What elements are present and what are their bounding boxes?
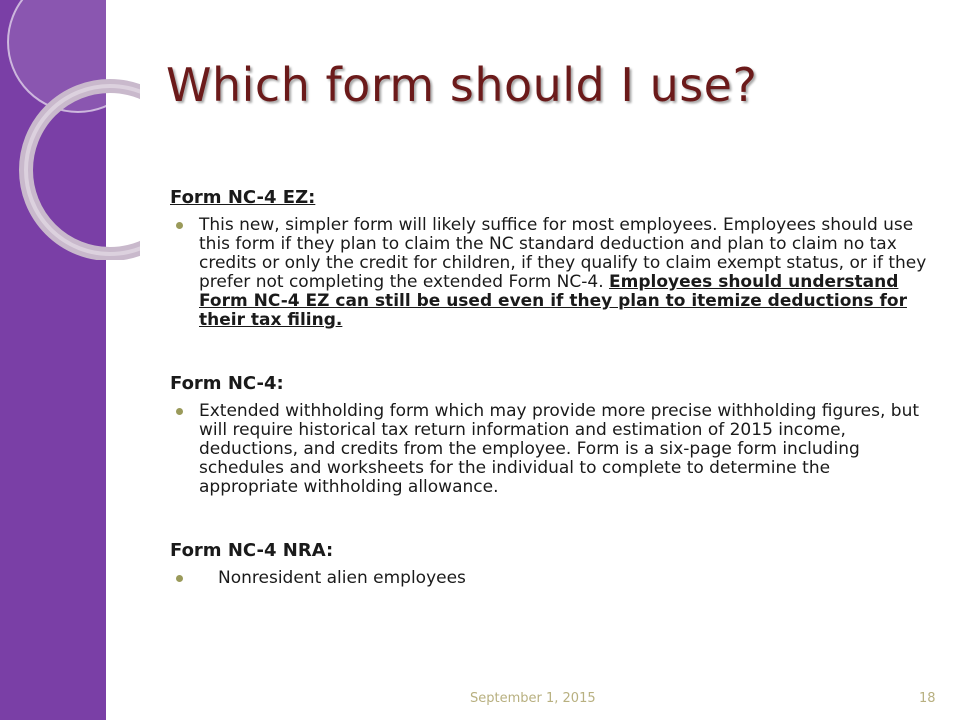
- bullet-dot: [176, 222, 183, 229]
- bullet-nc4: [170, 402, 930, 497]
- bullet-dot: [176, 575, 183, 582]
- bullet-text: This new, simpler form will likely suffice for most employees. Employees should use this form if they plan to claim the NC standard deduction and plan to claim no tax credits or only the credit for children, if they qualify to claim exempt status, or if they prefer not completing the extended Form NC-4.: [199, 215, 927, 292]
- bullet-emphasis-text: Employees should understand Form NC-4 EZ can still be used even if they plan to itemize deductions for their tax filing: [199, 272, 907, 330]
- section-heading-nc4: Form NC-4:: [170, 373, 284, 394]
- decorative-rings: [0, 0, 140, 260]
- footer-date: September 1, 2015: [470, 691, 596, 706]
- bullet-nc4-nra: [170, 569, 930, 588]
- section-heading-nc4-ez: Form NC-4 EZ:: [170, 187, 316, 208]
- slide-content: [170, 187, 930, 588]
- bullet-dot: [176, 408, 183, 415]
- bullet-text: Nonresident alien employees: [218, 568, 466, 588]
- page-number: 18: [919, 691, 936, 706]
- bullet-nc4-ez: [170, 216, 930, 330]
- bullet-text: Extended withholding form which may provide more precise withholding figures, but will require historical tax return information and estimation of 2015 income, deductions, and credits from the employee. Form is a six-page form including schedules and worksheets for the individual to complete to determine the appropriate withholding allowance.: [199, 401, 920, 497]
- slide-title: Which form should I use?: [166, 58, 758, 112]
- section-heading-nc4-nra: Form NC-4 NRA:: [170, 540, 334, 561]
- bullet-tail-text: .: [335, 310, 343, 330]
